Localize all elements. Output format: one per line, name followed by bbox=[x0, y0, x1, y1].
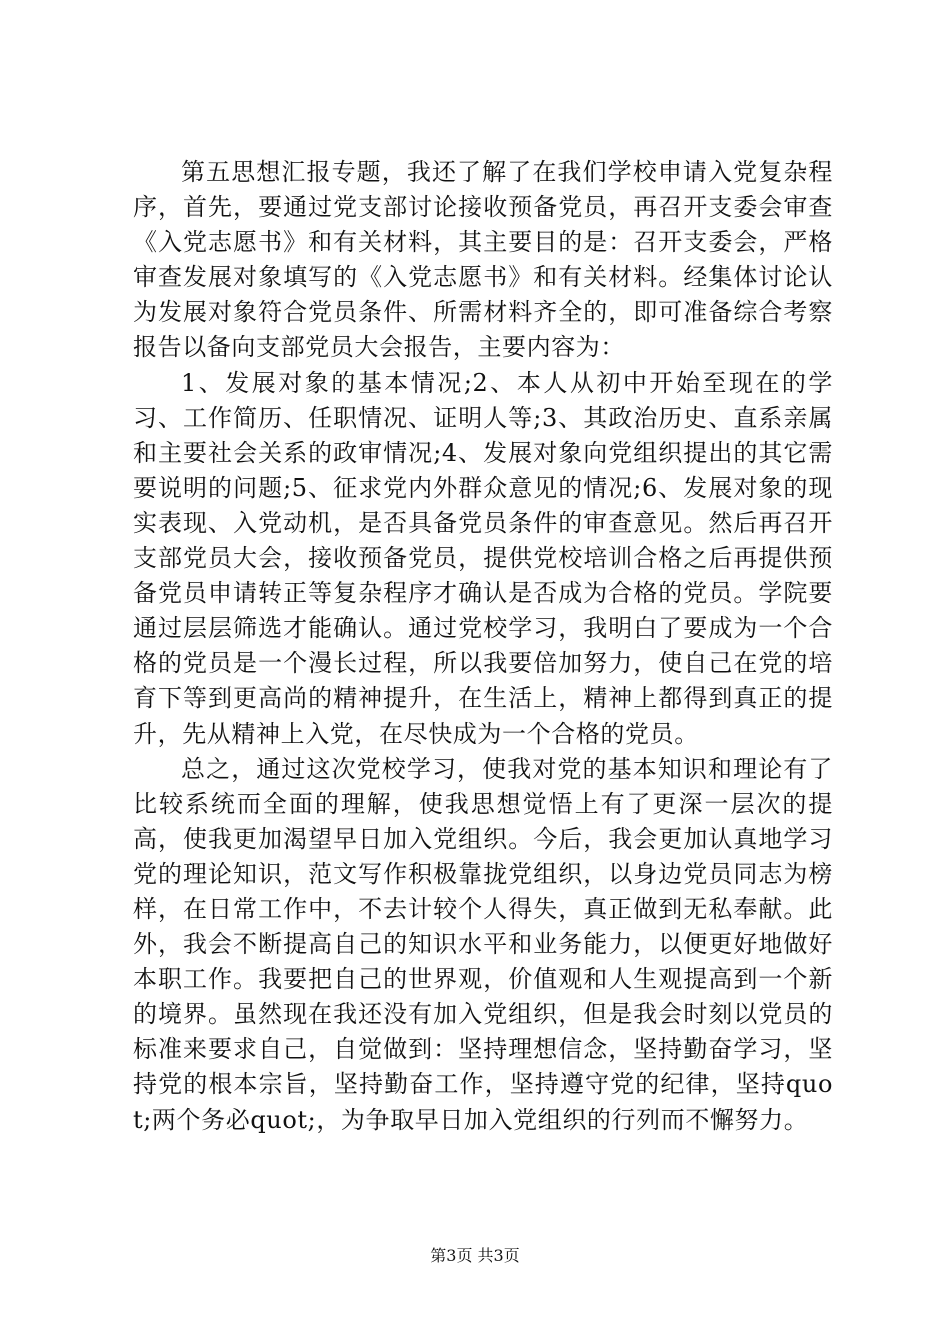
paragraph-3: 总之，通过这次党校学习，使我对党的基本知识和理论有了比较系统而全面的理解，使我思想觉悟上有了更深一层次的提高，使我更加渴望早日加入党组织。今后，我会更加认真地学习党的理论知识，范文写作积极靠拢党组织，以身边党员同志为榜样，在日常工作中，不去计较个人得失，真正做到无私奉献。此外，我会不断提高自己的知识水平和业务能力，以便更好地做好本职工作。我要把自己的世界观，价值观和人生观提高到一个新的境界。虽然现在我还没有加入党组织，但是我会时刻以党员的标准来要求自己，自觉做到：坚持理想信念，坚持勤奋学习，坚持党的根本宗旨，坚持勤奋工作，坚持遵守党的纪律，坚持quot;两个务必quot;，为争取早日加入党组织的行列而不懈努力。 bbox=[133, 754, 833, 1134]
paragraph-2: 1、发展对象的基本情况;2、本人从初中开始至现在的学习、工作简历、任职情况、证明人等;3、其政治历史、直系亲属和主要社会关系的政审情况;4、发展对象向党组织提出的其它需要说明的问题;5、征求党内外群众意见的情况;6、发展对象的现实表现、入党动机，是否具备党员条件的审查意见。然后再召开支部党员大会，接收预备党员，提供党校培训合格之后再提供预备党员申请转正等复杂程序才确认是否成为合格的党员。学院要通过层层筛选才能确认。通过党校学习，我明白了要成为一个合格的党员是一个漫长过程，所以我要倍加努力，使自己在党的培育下等到更高尚的精神提升，在生活上，精神上都得到真正的提升，先从精神上入党，在尽快成为一个合格的党员。 bbox=[133, 368, 833, 748]
paragraph-1: 第五思想汇报专题，我还了解了在我们学校申请入党复杂程序，首先，要通过党支部讨论接收预备党员，再召开支委会审查《入党志愿书》和有关材料，其主要目的是：召开支委会，严格审查发展对象填写的《入党志愿书》和有关材料。经集体讨论认为发展对象符合党员条件、所需材料齐全的，即可准备综合考察报告以备向支部党员大会报告，主要内容为： bbox=[133, 158, 833, 362]
page-footer: 第3页 共3页 bbox=[430, 1246, 520, 1265]
document-body bbox=[133, 155, 833, 1138]
